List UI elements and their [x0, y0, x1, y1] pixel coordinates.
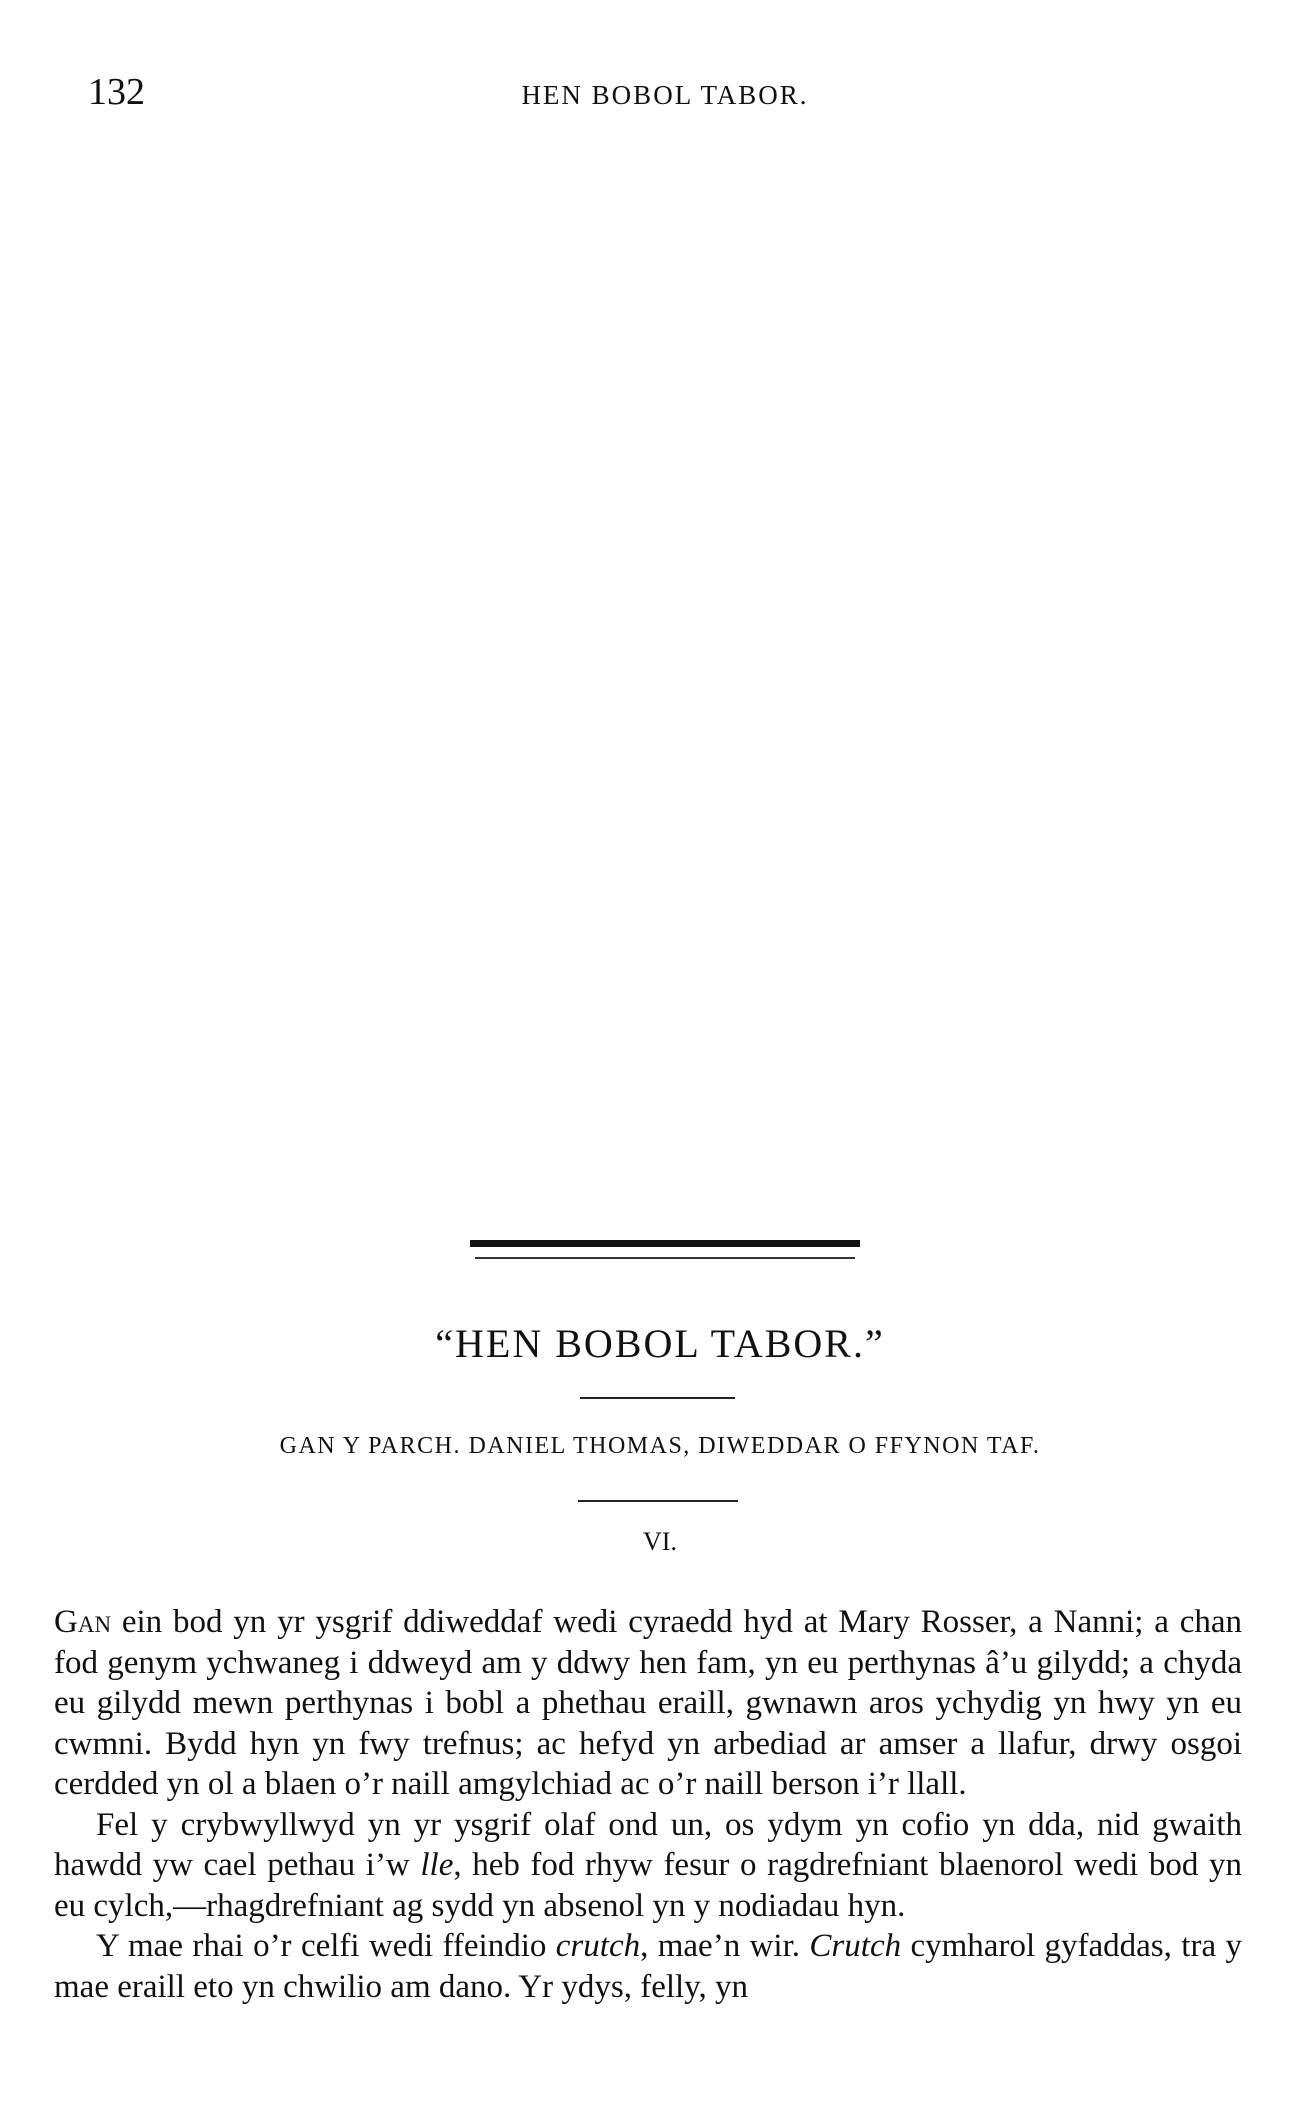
- running-head: HEN BOBOL TABOR.: [521, 80, 809, 110]
- italic-word: lle: [420, 1847, 454, 1883]
- section-number: VI.: [643, 1527, 677, 1556]
- article-title: “HEN BOBOL TABOR.”: [435, 1321, 885, 1366]
- body-text: [54, 1602, 1242, 2007]
- title-divider: [580, 1397, 735, 1399]
- paragraph-3: [54, 1926, 1242, 2007]
- divider-thin: [475, 1257, 855, 1259]
- paragraph-text: Fel y crybwyllwyd yn yr ysgrif olaf ond un, os ydym yn cofio yn dda, nid gwaith hawdd yw cael pethau i’w: [54, 1806, 1242, 1883]
- byline-divider: [578, 1500, 738, 1502]
- paragraph-1: [54, 1602, 1242, 1805]
- italic-word: crutch: [555, 1928, 641, 1964]
- paragraph-text: , mae’n wir.: [640, 1928, 810, 1964]
- paragraph-2: [54, 1805, 1242, 1927]
- paragraph-text: ein bod yn yr ysgrif ddiweddaf wedi cyraedd hyd at Mary Rosser, a Nanni; a chan fod genym ychwaneg i ddweyd am y ddwy hen fam, yn eu perthynas â’u gilydd; a chyda eu gilydd mewn perthynas i bobl a phethau eraill, gwnawn aros ychydig yn hwy yn eu cwmni. Bydd hyn yn fwy trefnus; ac hefyd yn arbediad ar amser a llafur, drwy osgoi cerdded yn ol a blaen o’r naill amgylchiad ac o’r naill berson i’r llall.: [54, 1604, 1242, 1802]
- page-number: 132: [88, 71, 145, 113]
- italic-word: Crutch: [809, 1928, 902, 1964]
- divider-thick: [470, 1240, 860, 1247]
- paragraph-text: , heb fod rhyw fesur o ragdrefniant blaenorol wedi bod yn eu cylch,—rhagdrefniant ag sydd yn absenol yn y nodiadau hyn.: [54, 1847, 1243, 1924]
- drop-word: Gan: [54, 1604, 112, 1640]
- byline: GAN Y PARCH. DANIEL THOMAS, DIWEDDAR O FFYNON TAF.: [279, 1433, 1041, 1459]
- paragraph-text: Y mae rhai o’r celfi wedi ffeindio: [96, 1928, 556, 1964]
- paragraph-text: cymharol gyfaddas, tra y mae eraill eto yn chwilio am dano. Yr ydys, felly, yn: [54, 1928, 1242, 2005]
